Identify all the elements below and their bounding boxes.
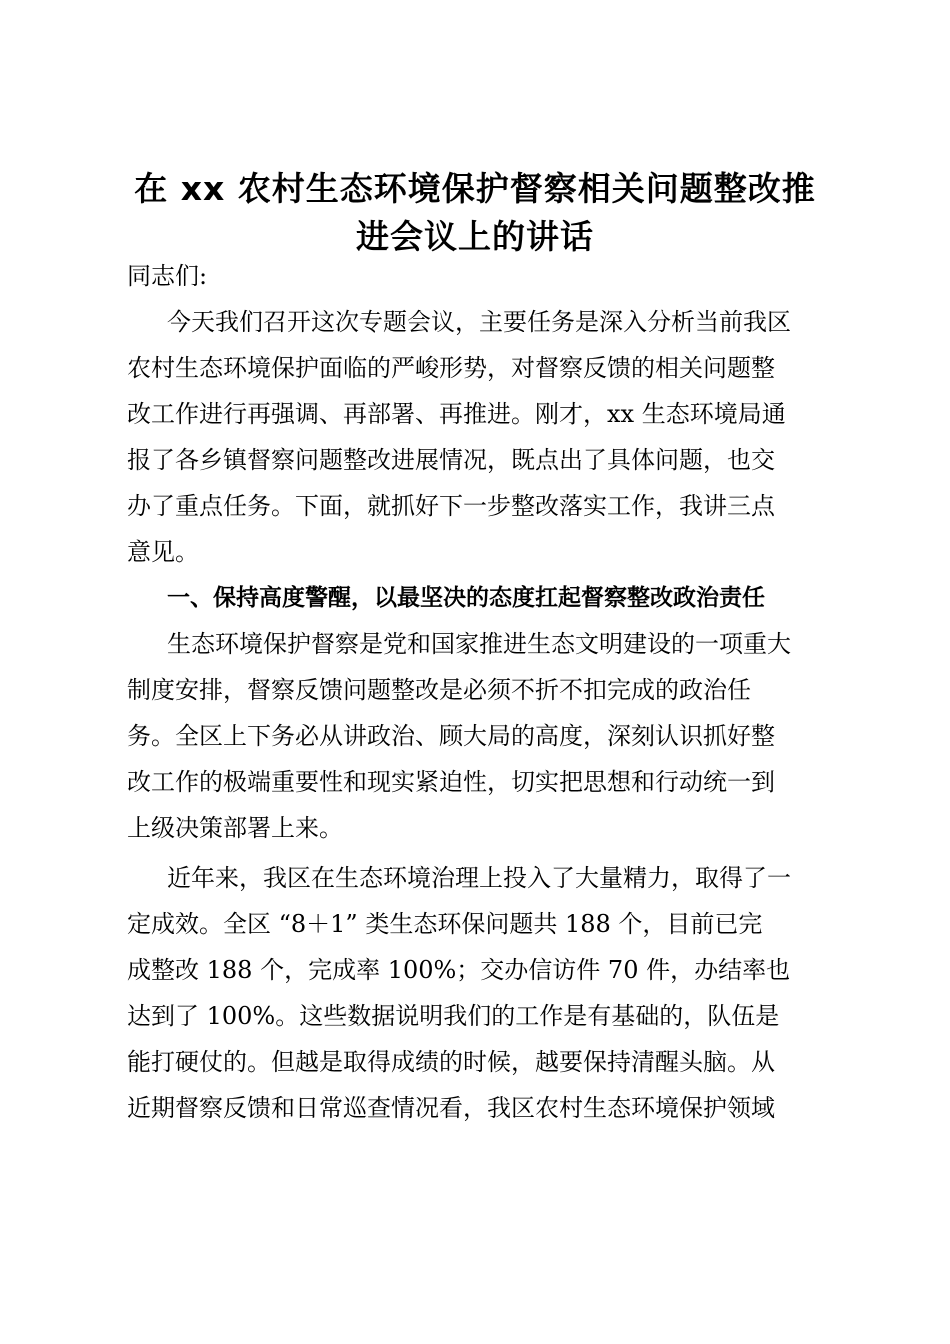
document-body: [127, 253, 830, 1131]
title-line-2: 进会议上的讲话: [356, 217, 594, 256]
paragraph-line: 上级决策部署上来。: [127, 814, 343, 842]
paragraph-line: 农村生态环境保护面临的严峻形势，对督察反馈的相关问题整: [127, 354, 775, 382]
document-title: [118, 165, 832, 261]
paragraph-1-continued: [127, 345, 830, 575]
paragraph-line: 报了各乡镇督察问题整改进展情况，既点出了具体问题，也交: [127, 446, 775, 474]
paragraph-line: 近年来，我区在生态环境治理上投入了大量精力，取得了一: [167, 864, 791, 892]
paragraph-line: 近期督察反馈和日常巡查情况看，我区农村生态环境保护领域: [127, 1094, 775, 1122]
title-line-1: 在 xx 农村生态环境保护督察相关问题整改推: [134, 169, 816, 208]
paragraph-line: 改工作进行再强调、再部署、再推进。刚才，xx 生态环境局通: [127, 400, 786, 428]
paragraph-line: 改工作的极端重要性和现实紧迫性，切实把思想和行动统一到: [127, 768, 775, 796]
paragraph-3-continued: [127, 901, 830, 1131]
paragraph-2-continued: [127, 667, 830, 851]
paragraph-line: 制度安排，督察反馈问题整改是必须不折不扣完成的政治任: [127, 676, 751, 704]
paragraph-line: 办了重点任务。下面，就抓好下一步整改落实工作，我讲三点: [127, 492, 775, 520]
paragraph-3: [127, 855, 830, 901]
salutation: 同志们:: [127, 262, 208, 290]
paragraph-line: 成整改 188 个，完成率 100%；交办信访件 70 件，办结率也: [127, 956, 791, 984]
paragraph-line: 意见。: [127, 538, 199, 566]
paragraph-line: 能打硬仗的。但越是取得成绩的时候，越要保持清醒头脑。从: [127, 1048, 775, 1076]
paragraph-line: 今天我们召开这次专题会议，主要任务是深入分析当前我区: [167, 308, 791, 336]
paragraph-line: 达到了 100%。这些数据说明我们的工作是有基础的，队伍是: [127, 1002, 780, 1030]
paragraph-line: 生态环境保护督察是党和国家推进生态文明建设的一项重大: [167, 630, 791, 658]
paragraph-line: 定成效。全区 “8＋1” 类生态环保问题共 188 个，目前已完: [127, 910, 763, 938]
paragraph-2: [127, 621, 830, 667]
paragraph-1: [127, 299, 830, 345]
section-heading-1: 一、保持高度警醒，以最坚决的态度扛起督察整改政治责任: [167, 585, 765, 611]
paragraph-line: 务。全区上下务必从讲政治、顾大局的高度，深刻认识抓好整: [127, 722, 775, 750]
